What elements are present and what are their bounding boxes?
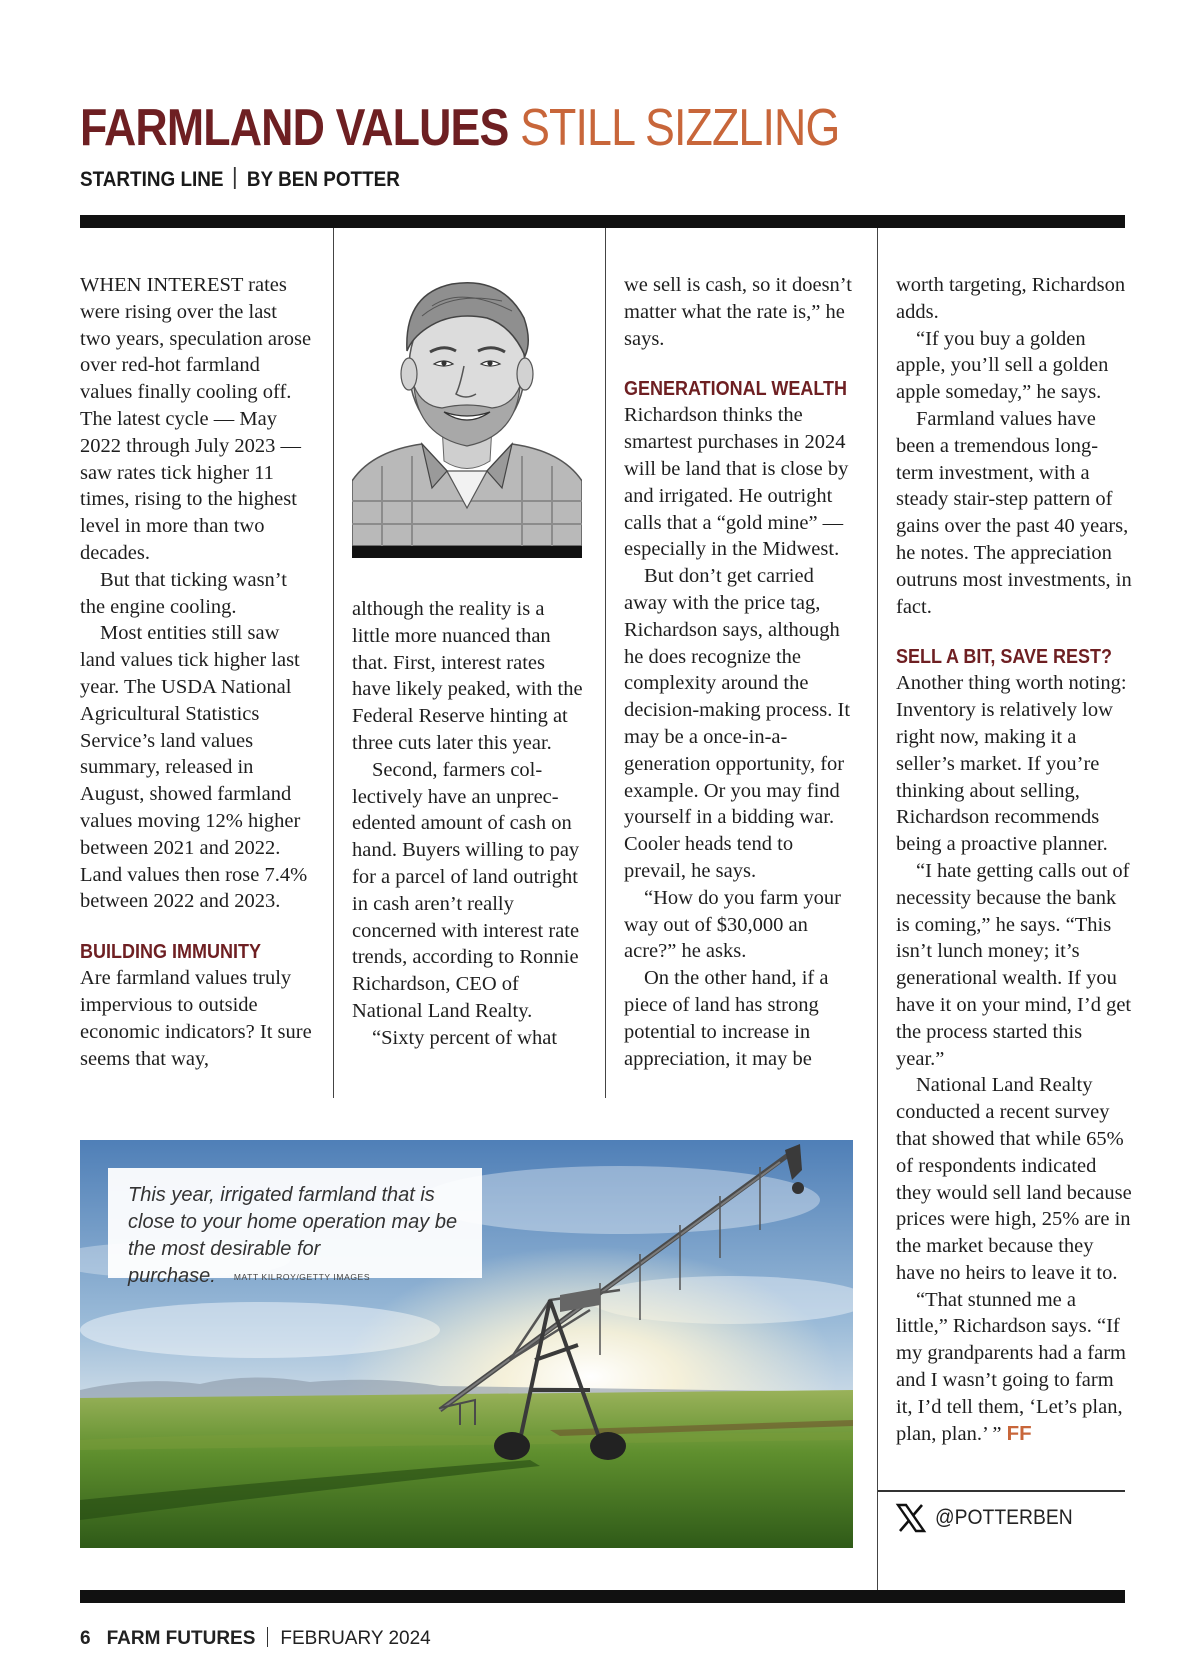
subhead-sell-a-bit: SELL A BIT, SAVE REST?: [896, 646, 1113, 669]
subhead-building-immunity: BUILDING IMMUNITY: [80, 941, 261, 964]
body-paragraph: But don’t get carried away with the price tag, Richardson says, although he does recognize the complexity around the decision-making process. It may be a once-in-a-generation opportunity, for example. Or you may find yourself in a bidding war. Cooler heads tend to prevail, he says.: [624, 565, 851, 882]
photo-caption: [108, 1168, 482, 1287]
author-byline: BY BEN POTTER: [246, 168, 400, 191]
column-divider: [333, 228, 334, 1098]
body-paragraph: although the reality is a little more nuanced than that. First, interest rates have likely peaked, with the Federal Reserve hinting at three cuts later this year.: [352, 598, 583, 754]
body-paragraph: National Land Realty conducted a recent survey that showed that while 65% of respondents indicated they would sell land because prices were high, 25% are in the market because they have no heirs to leave it to.: [896, 1074, 1132, 1284]
body-paragraph: “If you buy a golden apple, you’ll sell a golden apple someday,” he says.: [896, 327, 1109, 404]
body-paragraph: Farmland values have been a tremendous long-term investment, with a steady stair-step pattern of gains over the past 40 years, he notes. The appreciation outruns most investments, in fact.: [896, 407, 1132, 618]
article-column-2: [352, 596, 584, 1052]
article-column-4: [896, 272, 1132, 1447]
subhead-generational-wealth: GENERATIONAL WEALTH: [624, 378, 847, 401]
body-paragraph: Second, farmers collectively have an unprecedented amount of cash on hand. Buyers willing to pay for a parcel of land outright in cash aren’t really concerned with interest rate trends, according to Ronnie Richardson, CEO of National Land Realty.: [352, 758, 580, 1022]
author-portrait: [352, 256, 582, 558]
byline-divider: [234, 167, 236, 189]
body-paragraph: On the other hand, if a piece of land has strong potential to increase in appreciation, it may be: [624, 967, 829, 1070]
twitter-handle: @POTTERBEN: [935, 1506, 1073, 1529]
body-paragraph: WHEN INTEREST rates were rising over the last two years, speculation arose over red-hot farmland values finally cooling off. The latest cycle — May 2022 through July 2023 — saw rates tick higher 11 times, rising to the highest level in more than two decades.: [80, 274, 312, 564]
page-number: 6: [80, 1628, 91, 1649]
bottom-rule: [80, 1590, 1125, 1603]
body-paragraph: “How do you farm your way out of $30,000 an acre?” he asks.: [624, 886, 841, 963]
caption-text: This year, irrigated farmland that is close to your home operation may be the most desirable for purchase.: [128, 1184, 458, 1287]
closing-quote: “That stunned me a little,” Richardson says. “If my grandparents had a farm and I wasn’t going to farm it, I’d tell them, ‘Let’s plan, plan, plan.’ ”: [896, 1288, 1126, 1445]
headline-light: STILL SIZZLING: [520, 99, 840, 157]
body-paragraph: But that ticking wasn’t the engine cooling.: [80, 568, 287, 618]
body-paragraph: “Sixty percent of what: [372, 1026, 558, 1049]
issue-date: FEBRUARY 2024: [280, 1628, 431, 1649]
headline-bold: FARMLAND VALUES: [80, 99, 509, 157]
section-label: STARTING LINE: [80, 168, 224, 191]
article-column-3: [624, 272, 856, 1072]
body-paragraph: we sell is cash, so it doesn’t matter what the rate is,” he says.: [624, 274, 852, 350]
x-logo-icon: [895, 1502, 927, 1534]
social-rule: [878, 1490, 1125, 1492]
social-handle[interactable]: [895, 1502, 1085, 1534]
body-paragraph: worth targeting, Richardson adds.: [896, 274, 1126, 323]
article-column-1: [80, 272, 312, 1072]
portrait-bar: [352, 546, 582, 558]
magazine-name: FARM FUTURES: [106, 1628, 256, 1649]
top-rule: [80, 215, 1125, 228]
column-divider: [605, 228, 606, 1098]
byline: [80, 167, 400, 192]
footer-divider: [267, 1627, 268, 1647]
page-footer: [80, 1627, 431, 1650]
headline: [80, 98, 839, 158]
body-paragraph: [896, 1287, 1132, 1448]
end-mark: FF: [1006, 1421, 1032, 1445]
body-paragraph: Are farmland values truly impervious to outside economic indicators? It sure seems that way,: [80, 967, 312, 1070]
column-divider: [877, 228, 878, 1590]
body-paragraph: Another thing worth noting: Inventory is relatively low right now, making it a seller’s market. If you’re thinking about selling, Richardson recommends being a proactive planner.: [896, 672, 1127, 856]
body-paragraph: “I hate getting calls out of necessity because the bank is coming,” he says. “This isn’t lunch money; it’s generational wealth. If you have it on your mind, I’d get the process started this year.”: [896, 859, 1132, 1070]
portrait-illustration: [352, 256, 582, 546]
body-paragraph: Most entities still saw land values tick higher last year. The USDA National Agricultural Statistics Service’s land values summary, released in August, showed farmland values moving 12% higher between 2021 and 2022. Land values then rose 7.4% between 2022 and 2023.: [80, 622, 308, 913]
body-paragraph: Richardson thinks the smartest purchases in 2024 will be land that is close by and irrigated. He outright calls that a “gold mine” — especially in the Midwest.: [624, 404, 849, 561]
photo-credit: MATT KILROY/GETTY IMAGES: [233, 1272, 371, 1282]
